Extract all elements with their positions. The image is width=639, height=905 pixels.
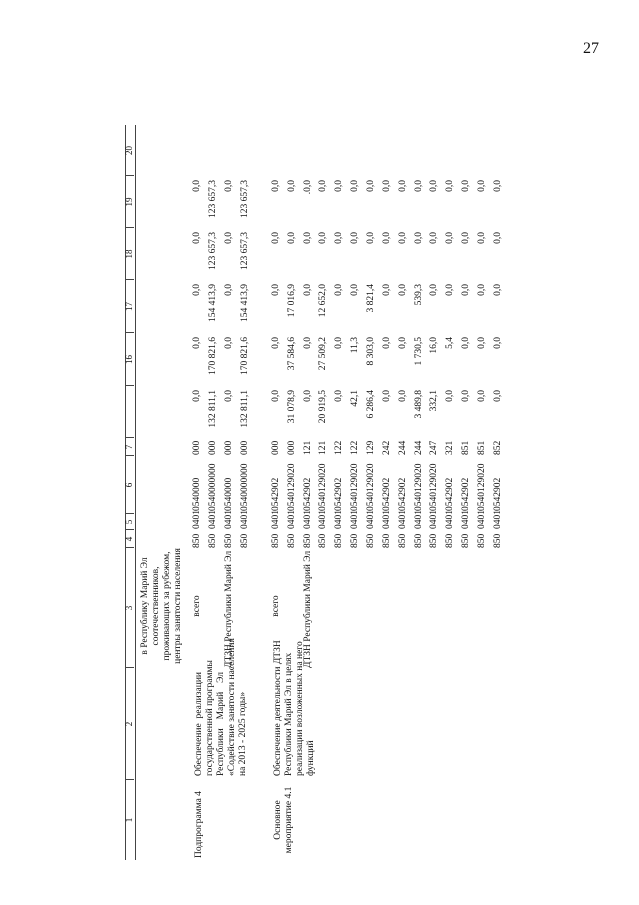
amount-cell-v18: 0,0 [477,284,487,296]
subprogram-name-line: Республики Марий Эл [216,672,226,776]
vr-cell: 000 [208,440,218,455]
vr-cell: 000 [287,440,297,455]
vr-cell: 851 [461,440,471,455]
amount-cell-v18: 0,0 [303,284,313,296]
amount-cell-v16: 132 811,1 [240,390,250,428]
amount-cell-v20: .0,0 [303,180,313,195]
amount-cell-v17: 170 821,6 [208,337,218,375]
vr-cell: 321 [445,440,455,455]
rzpr-cell: 0401 [334,510,344,529]
csr-cell: 0540129020 [414,463,424,511]
rzpr-cell: 0401 [414,510,424,529]
rzpr-cell: 0401 [429,510,439,529]
amount-cell-v16: 0,0 [445,390,455,402]
amount-cell-v17: 5,4 [445,337,455,349]
amount-cell-v19: 0,0 [461,232,471,244]
vr-cell: 000 [240,440,250,455]
amount-cell-v17: 27 509,2 [318,337,328,371]
amount-cell-v20: 0,0 [398,180,408,192]
amount-cell-v20: 0,0 [192,180,202,192]
csr-cell: 0540000000 [208,463,218,511]
grbs-cell: 850 [429,533,439,548]
grbs-cell: 850 [303,533,313,548]
csr-cell: 0542902 [382,477,392,511]
page-number: 27 [583,40,599,57]
amount-cell-v20: 0,0 [318,180,328,192]
grbs-cell: 850 [414,533,424,548]
amount-cell-v16: 31 078,9 [287,390,297,424]
amount-cell-v18: 0,0 [445,284,455,296]
csr-cell: 0542902 [445,477,455,511]
amount-cell-v18: 3 821,4 [366,284,376,313]
amount-cell-v16: 0,0 [334,390,344,402]
amount-cell-v18: 0,0 [461,284,471,296]
amount-cell-v20: 0,0 [382,180,392,192]
amount-cell-v17: 16,0 [429,337,439,354]
amount-cell-v19: 0,0 [192,232,202,244]
csr-cell: 0540129020 [350,463,360,511]
rzpr-cell: 0401 [224,510,234,529]
grbs-cell: 850 [445,533,455,548]
column-number-2: 2 [124,721,134,727]
amount-cell-v19: 0,0 [414,232,424,244]
grbs-cell: 850 [493,533,503,548]
amount-cell-v18: 0,0 [224,284,234,296]
csr-cell: 0542902 [271,477,281,511]
amount-cell-v16: 0,0 [271,390,281,402]
vr-cell: 000 [271,440,281,455]
rzpr-cell: 0401 [271,510,281,529]
amount-cell-v17: 0,0 [493,337,503,349]
amount-cell-v16: 0,0 [493,390,503,402]
grbs-cell: 850 [224,533,234,548]
amount-cell-v16: 0,0 [477,390,487,402]
amount-cell-v17: 0,0 [271,337,281,349]
subprogram-name-line: Обеспечение реализации [194,672,204,776]
csr-cell: 0540000000 [240,463,250,511]
amount-cell-v17: 170 821,6 [240,337,250,375]
header-bottom-line [135,125,136,860]
amount-cell-v16: 6 286,4 [366,390,376,419]
activity-status-line: мероприятие 4.1 [284,786,294,854]
amount-cell-v20: 0,0 [366,180,376,192]
amount-cell-v20: 0,0 [334,180,344,192]
amount-cell-v19: 0,0 [398,232,408,244]
prev-performer-line: проживающих за рубежом, [162,551,172,661]
amount-cell-v18: 154 413,9 [240,284,250,322]
amount-cell-v16: 332,1 [429,390,439,412]
grbs-cell: 850 [271,533,281,548]
amount-cell-v20: 0,0 [445,180,455,192]
subprogram-status: Подпрограмма 4 [194,791,204,858]
column-number-1: 1 [124,817,134,823]
amount-cell-v19: 123 657,3 [208,232,218,270]
vr-cell: 122 [350,440,360,455]
vr-cell: 000 [192,440,202,455]
grbs-cell: 850 [350,533,360,548]
rzpr-cell: 0401 [192,510,202,529]
column-number-6: 6 [124,482,134,488]
amount-cell-v19: 0,0 [350,232,360,244]
csr-cell: 0542902 [398,477,408,511]
column-number-17: 17 [124,302,134,311]
rzpr-cell: 0401 [303,510,313,529]
csr-cell: 0542902 [461,477,471,511]
amount-cell-v16: 0,0 [303,390,313,402]
csr-cell: 0540129020 [318,463,328,511]
amount-cell-v19: 0,0 [366,232,376,244]
amount-cell-v16: 42,1 [350,390,360,407]
subprogram-name-line: «Содействие занятости населения [227,638,237,776]
rzpr-cell: 0401 [318,510,328,529]
csr-cell: 0540129020 [366,463,376,511]
amount-cell-v18: 0,0 [350,284,360,296]
amount-cell-v19: 0,0 [318,232,328,244]
amount-cell-v17: 0,0 [477,337,487,349]
amount-cell-v19: 0,0 [445,232,455,244]
vr-cell: 852 [493,440,503,455]
amount-cell-v18: 0,0 [429,284,439,296]
amount-cell-v18: 0,0 [334,284,344,296]
activity-name-line: Обеспечение деятельности ДТЗН [273,640,283,776]
amount-cell-v19: 0,0 [224,232,234,244]
amount-cell-v18: 17 016,9 [287,284,297,318]
amount-cell-v20: 123 657,3 [240,180,250,218]
amount-cell-v16: 20 919,5 [318,390,328,424]
column-number-20: 20 [124,146,134,155]
grbs-cell: 850 [318,533,328,548]
amount-cell-v16: 3 489,8 [414,390,424,419]
grbs-cell: 850 [192,533,202,548]
amount-cell-v16: 0,0 [192,390,202,402]
grbs-cell: 850 [382,533,392,548]
amount-cell-v17: 0,0 [461,337,471,349]
vr-cell: 121 [303,440,313,455]
vr-cell: 121 [318,440,328,455]
amount-cell-v16: 132 811,1 [208,390,218,428]
rzpr-cell: 0401 [382,510,392,529]
grbs-cell: 850 [477,533,487,548]
rzpr-cell: 0401 [445,510,455,529]
amount-cell-v20: 0,0 [461,180,471,192]
amount-cell-v18: 0,0 [192,284,202,296]
amount-cell-v17: 0,0 [334,337,344,349]
amount-cell-v18: 0,0 [382,284,392,296]
rzpr-cell: 0401 [398,510,408,529]
amount-cell-v17: 0,0 [382,337,392,349]
grbs-cell: 850 [287,533,297,548]
amount-cell-v19: 0,0 [271,232,281,244]
vr-cell: 122 [334,440,344,455]
performer-cell: ДТЗН Республики Марий Эл [224,550,234,668]
amount-cell-v18: 0,0 [493,284,503,296]
grbs-cell: 850 [366,533,376,548]
grbs-cell: 850 [398,533,408,548]
amount-cell-v18: 154 413,9 [208,284,218,322]
amount-cell-v17: 37 584,6 [287,337,297,371]
column-number-3: 3 [124,605,134,611]
amount-cell-v19: 0,0 [477,232,487,244]
rzpr-cell: 0401 [240,510,250,529]
amount-cell-v20: 0,0 [350,180,360,192]
amount-cell-v19: 0,0 [287,232,297,244]
column-number-7: 7 [124,444,134,450]
prev-performer-line: в Республику Марий Эл [140,557,150,655]
csr-cell: 0540000 [192,477,202,511]
activity-name-line: Республики Марий Эл в целях [284,652,294,776]
amount-cell-v20: 0,0 [414,180,424,192]
rotated-budget-table [126,125,592,860]
amount-cell-v20: 0,0 [271,180,281,192]
amount-cell-v17: 0,0 [303,337,313,349]
prev-performer-line: центры занятости населения [173,548,183,664]
performer-cell: ДТЗН Республики Марий Эл [303,550,313,668]
column-number-18: 18 [124,249,134,259]
amount-cell-v20: 0,0 [493,180,503,192]
amount-cell-v19: 0,0 [334,232,344,244]
amount-cell-v20: 0,0 [477,180,487,192]
amount-cell-v18: 12 652,0 [318,284,328,318]
rzpr-cell: 0401 [366,510,376,529]
amount-cell-v18: 539,3 [414,284,424,306]
activity-status-line: Основное [273,800,283,840]
csr-cell: 0542902 [334,477,344,511]
grbs-cell: 850 [208,533,218,548]
amount-cell-v17: 11,3 [350,337,360,354]
vr-cell: 244 [398,440,408,455]
grbs-cell: 850 [240,533,250,548]
grbs-cell: 850 [334,533,344,548]
amount-cell-v17: 0,0 [398,337,408,349]
subprogram-name-line: на 2013 - 2025 годы» [238,691,248,776]
amount-cell-v18: 0,0 [271,284,281,296]
column-number-4: 4 [124,536,134,542]
amount-cell-v20: 0,0 [287,180,297,192]
grbs-cell: 850 [461,533,471,548]
amount-cell-v19: 0,0 [429,232,439,244]
performer-cell: всего [271,595,281,617]
rzpr-cell: 0401 [493,510,503,529]
amount-cell-v17: 0,0 [224,337,234,349]
csr-cell: 0542902 [303,477,313,511]
vr-cell: 244 [414,440,424,455]
performer-cell: всего [192,595,202,617]
column-number-16: 16 [124,355,134,364]
amount-cell-v17: 8 303,0 [366,337,376,366]
vr-cell: 247 [429,440,439,455]
amount-cell-v20: 0,0 [224,180,234,192]
vr-cell: 129 [366,440,376,455]
column-number-19: 19 [124,197,134,207]
amount-cell-v17: 0,0 [192,337,202,349]
csr-cell: 0540129020 [429,463,439,511]
vr-cell: 851 [477,440,487,455]
amount-cell-v18: 0,0 [398,284,408,296]
csr-cell: 0540129020 [287,463,297,511]
csr-cell: 0540129020 [477,463,487,511]
amount-cell-v19: 123 657,3 [240,232,250,270]
vr-cell: 242 [382,440,392,455]
rzpr-cell: 0401 [477,510,487,529]
column-number-5: 5 [124,519,134,525]
subprogram-name-line: государственной программы [205,660,215,776]
amount-cell-v17: 1 730,5 [414,337,424,366]
csr-cell: 0540000 [224,477,234,511]
amount-cell-v20: 0,0 [429,180,439,192]
amount-cell-v16: 0,0 [398,390,408,402]
amount-cell-v16: 0,0 [224,390,234,402]
csr-cell: 0542902 [493,477,503,511]
amount-cell-v19: 0,0 [493,232,503,244]
activity-name-line: реализации возложенных на него [295,641,305,776]
prev-performer-line: соотечественников, [151,566,161,646]
rzpr-cell: 0401 [350,510,360,529]
amount-cell-v19: 0,0 [303,232,313,244]
rzpr-cell: 0401 [287,510,297,529]
rzpr-cell: 0401 [461,510,471,529]
activity-name-line: функций [306,740,316,776]
vr-cell: 000 [224,440,234,455]
amount-cell-v20: 123 657,3 [208,180,218,218]
amount-cell-v16: 0,0 [382,390,392,402]
rzpr-cell: 0401 [208,510,218,529]
amount-cell-v19: 0,0 [382,232,392,244]
amount-cell-v16: 0,0 [461,390,471,402]
